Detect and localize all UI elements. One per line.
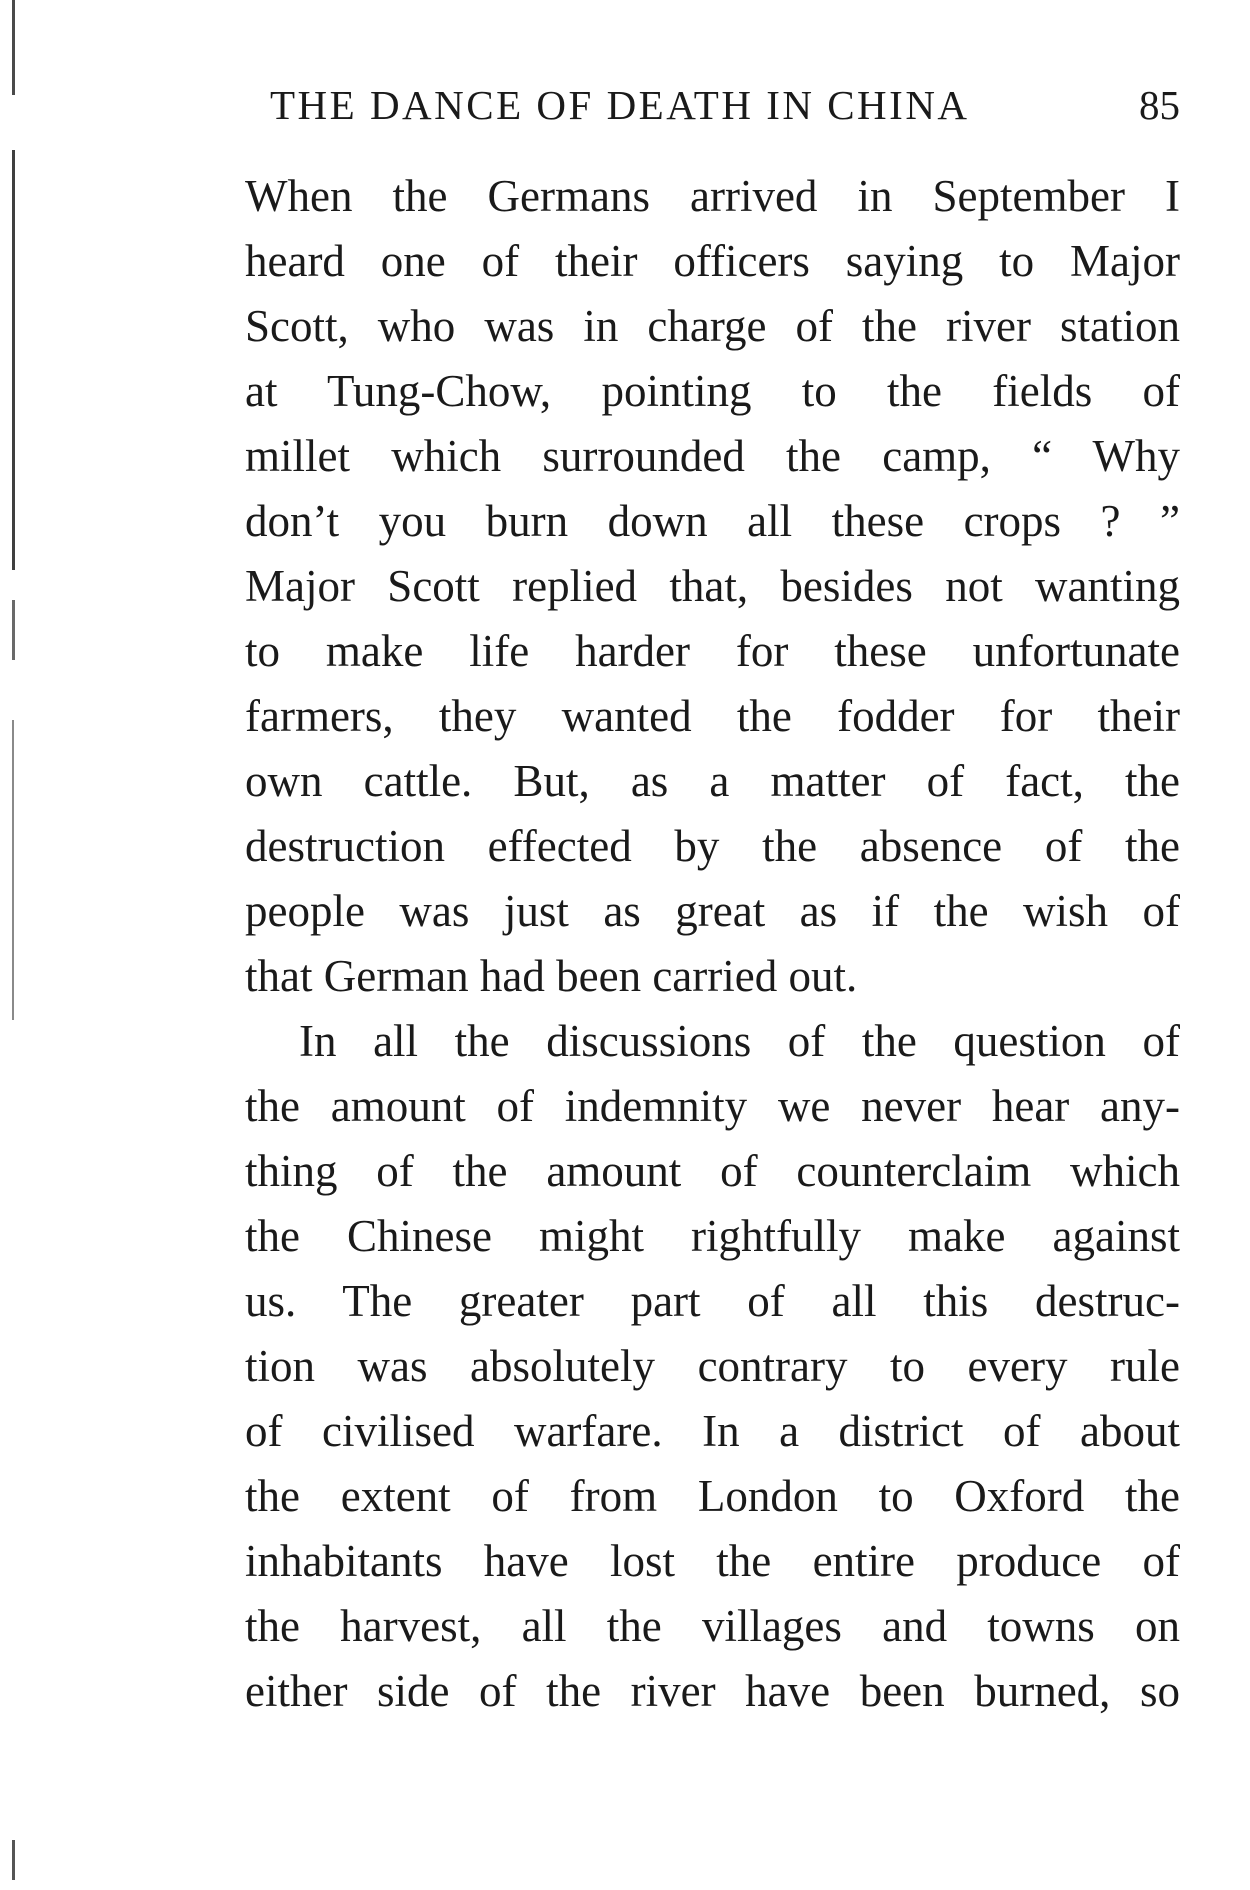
text-line: the harvest, all the villages and towns on <box>245 1601 1180 1651</box>
text-line: farmers, they wanted the fodder for their <box>245 691 1180 741</box>
text-line: the extent of from London to Oxford the <box>245 1471 1180 1521</box>
text-line: people was just as great as if the wish of <box>245 886 1180 936</box>
binding-edge-mark <box>12 600 15 660</box>
text-line: Major Scott replied that, besides not wanting <box>245 561 1180 611</box>
text-line: at Tung-Chow, pointing to the fields of <box>245 366 1180 416</box>
text-line: to make life harder for these unfortunate <box>245 626 1180 676</box>
binding-edge-mark <box>12 720 14 1020</box>
text-line: inhabitants have lost the entire produce of <box>245 1536 1180 1586</box>
text-line: In all the discussions of the question of <box>299 1016 1180 1066</box>
text-line: the amount of indemnity we never hear any- <box>245 1081 1180 1131</box>
text-line: own cattle. But, as a matter of fact, the <box>245 756 1180 806</box>
text-line: heard one of their officers saying to Major <box>245 236 1180 286</box>
text-line: Scott, who was in charge of the river station <box>245 301 1180 351</box>
running-head <box>270 80 1180 130</box>
text-line: us. The greater part of all this destruc- <box>245 1276 1180 1326</box>
running-head-title: THE DANCE OF DEATH IN CHINA <box>270 82 970 128</box>
text-line: thing of the amount of counterclaim which <box>245 1146 1180 1196</box>
text-line: of civilised warfare. In a district of about <box>245 1406 1180 1456</box>
binding-edge-mark <box>12 150 15 570</box>
text-line: millet which surrounded the camp, “ Why <box>245 431 1180 481</box>
paragraph <box>245 164 1180 1009</box>
binding-edge-mark <box>12 1840 15 1880</box>
body-text <box>245 164 1180 1724</box>
text-line: that German had been carried out. <box>245 951 858 1001</box>
text-line: don’t you burn down all these crops ? ” <box>245 496 1180 546</box>
text-line: tion was absolutely contrary to every rule <box>245 1341 1180 1391</box>
text-line: the Chinese might rightfully make against <box>245 1211 1180 1261</box>
text-line: destruction effected by the absence of the <box>245 821 1180 871</box>
text-line: either side of the river have been burned, so <box>245 1666 1180 1716</box>
text-line: When the Germans arrived in September I <box>245 171 1180 221</box>
paragraph <box>245 1009 1180 1724</box>
page-number: 85 <box>1139 82 1180 128</box>
binding-edge-mark <box>12 0 15 95</box>
